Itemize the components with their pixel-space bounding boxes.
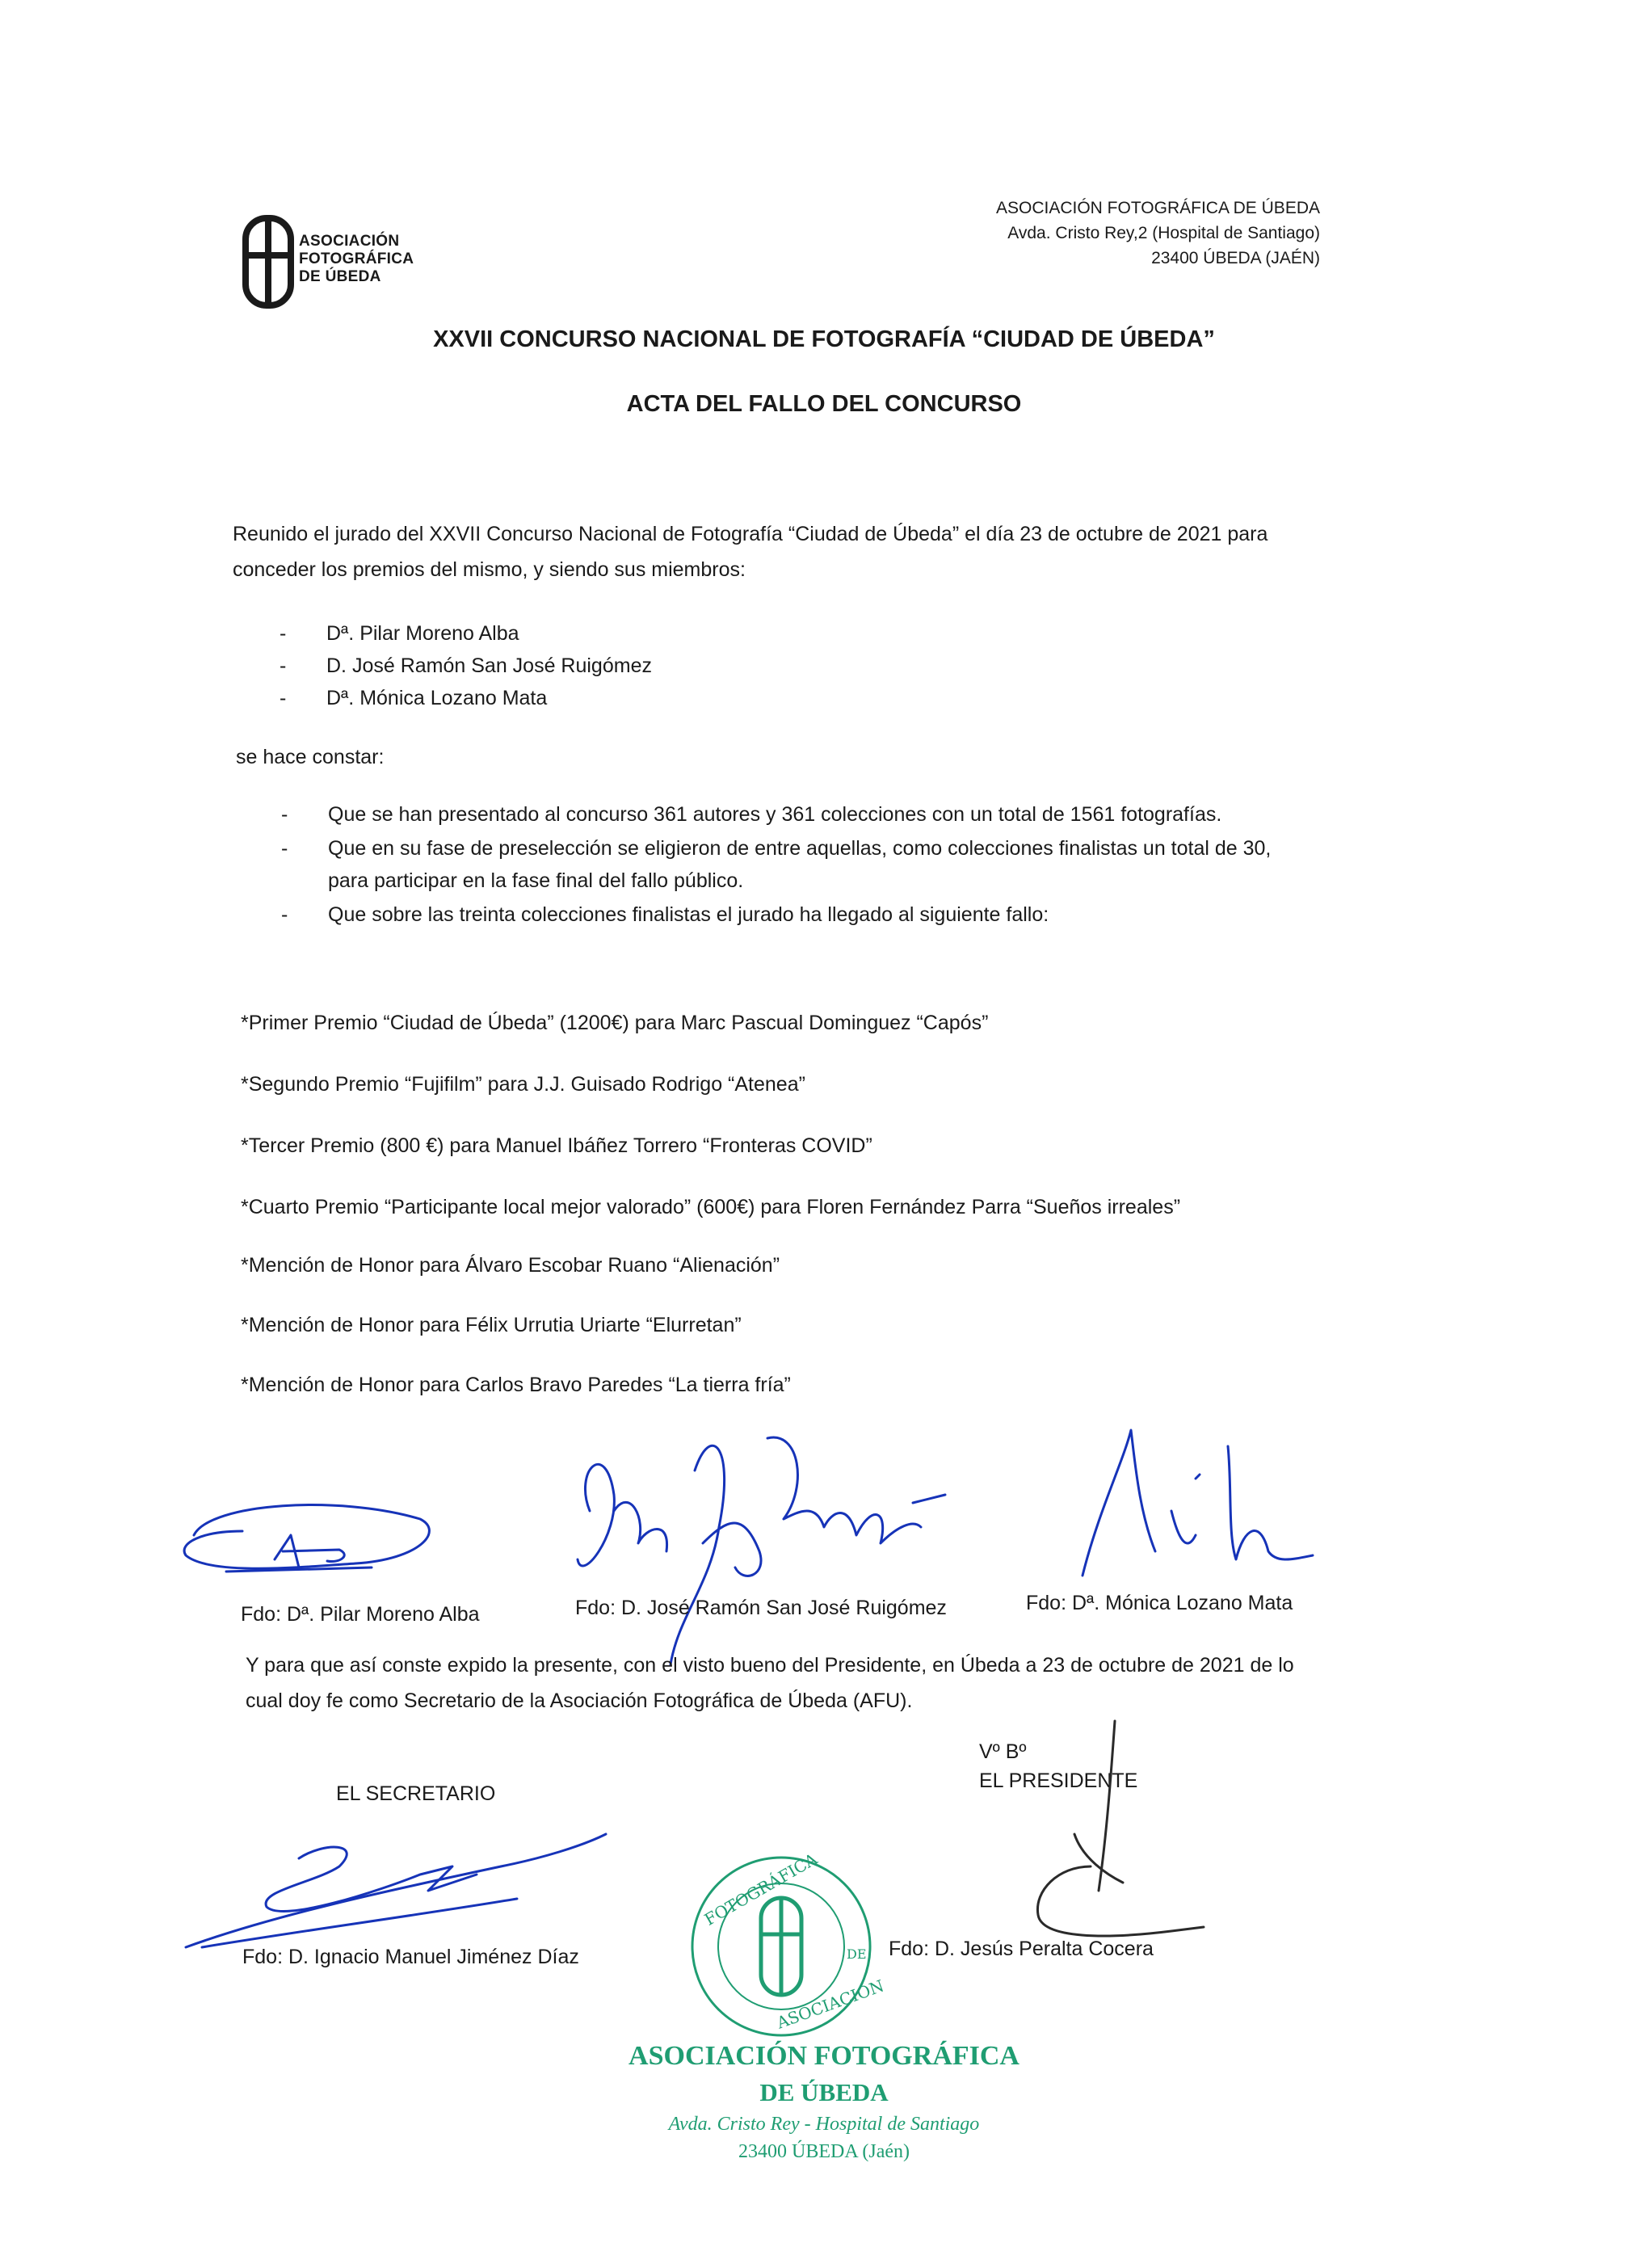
point-item: - Que se han presentado al concurso 361 autores y 361 colecciones con un total de 1561 fotografías. [281,803,1222,826]
signature-pilar-moreno [178,1487,444,1600]
president-label: EL PRESIDENTE [979,1769,1138,1792]
secretary-label: EL SECRETARIO [336,1782,496,1805]
association-logo-icon [242,215,294,309]
point-item: - Que en su fase de preselección se eligieron de entre aquellas, como colecciones finalistas un total de 30, [281,837,1272,860]
association-stamp-seal [688,1849,887,2039]
address-street: Avda. Cristo Rey,2 (Hospital de Santiago) [1007,224,1320,242]
document-subtitle: ACTA DEL FALLO DEL CONCURSO [626,391,1022,417]
closing-line-1: Y para que así conste expido la presente, con el visto bueno del Presidente, en Úbeda a 23 de octubre de 2021 de lo [246,1654,1294,1677]
document-title: XXVII CONCURSO NACIONAL DE FOTOGRAFÍA “CIUDAD DE ÚBEDA” [433,326,1215,352]
logo-line-1: ASOCIACIÓN [299,233,400,250]
constar-text: se hace constar: [236,746,385,768]
signature-label-pilar: Fdo: Dª. Pilar Moreno Alba [241,1603,480,1626]
prize-item: *Mención de Honor para Félix Urrutia Uriarte “Elurretan” [241,1314,742,1336]
stamp-ring-side: DE [847,1946,867,1962]
stamp-line-3: Avda. Cristo Rey - Hospital de Santiago [668,2114,980,2135]
logo-text [299,233,414,286]
prize-item: *Tercer Premio (800 €) para Manuel Ibáñez Torrero “Fronteras COVID” [241,1134,872,1157]
stamp-line-2: DE ÚBEDA [759,2078,889,2106]
address-block [996,196,1320,271]
prize-item: *Cuarto Premio “Participante local mejor valorado” (600€) para Floren Fernández Parra “Sueños irreales” [241,1196,1181,1218]
point-text: Que se han presentado al concurso 361 autores y 361 colecciones con un total de 1561 fotografías. [328,803,1222,826]
signature-label-jose: Fdo: D. José Ramón San José Ruigómez [575,1597,947,1619]
jury-item: - D. José Ramón San José Ruigómez [280,654,652,677]
signature-president [1010,1713,1220,1947]
logo-line-3: DE ÚBEDA [299,268,381,285]
jury-item: - Dª. Pilar Moreno Alba [280,622,519,645]
stamp-ring-top: FOTOGRÁFICA [700,1849,821,1929]
jury-item: - Dª. Mónica Lozano Mata [280,687,548,709]
prize-item: *Mención de Honor para Carlos Bravo Paredes “La tierra fría” [241,1374,791,1396]
signature-label-monica: Fdo: Dª. Mónica Lozano Mata [1026,1592,1293,1614]
point-item: - Que sobre las treinta colecciones finalistas el jurado ha llegado al siguiente fallo: [281,903,1049,926]
jury-name: Dª. Pilar Moreno Alba [326,622,519,645]
signature-monica-lozano [1066,1414,1325,1592]
address-name: ASOCIACIÓN FOTOGRÁFICA DE ÚBEDA [995,199,1320,217]
stamp-ring-bottom: ASOCIACIÓN [774,1976,887,2033]
stamp-line-4: 23400 ÚBEDA (Jaén) [738,2141,910,2162]
vobo-label: Vº Bº [979,1740,1027,1763]
jury-name: Dª. Mónica Lozano Mata [326,687,548,709]
prize-item: *Primer Premio “Ciudad de Úbeda” (1200€) para Marc Pascual Dominguez “Capós” [241,1012,989,1034]
stamp-line-1: ASOCIACIÓN FOTOGRÁFICA [629,2041,1019,2071]
intro-line-2: conceder los premios del mismo, y siendo sus miembros: [233,558,746,581]
president-signature-label: Fdo: D. Jesús Peralta Cocera [889,1938,1154,1960]
logo-line-2: FOTOGRÁFICA [299,250,414,267]
signature-jose-ramon [557,1422,961,1664]
signature-secretary [178,1826,614,1963]
closing-line-2: cual doy fe como Secretario de la Asociación Fotográfica de Úbeda (AFU). [246,1689,913,1712]
point-text: Que sobre las treinta colecciones finalistas el jurado ha llegado al siguiente fallo: [328,903,1049,926]
prize-item: *Segundo Premio “Fujifilm” para J.J. Guisado Rodrigo “Atenea” [241,1073,805,1096]
intro-line-1: Reunido el jurado del XXVII Concurso Nacional de Fotografía “Ciudad de Úbeda” el día 23 de octubre de 2021 para [233,523,1268,545]
point-continuation: para participar en la fase final del fallo público. [328,869,744,892]
secretary-signature-label: Fdo: D. Ignacio Manuel Jiménez Díaz [242,1946,579,1968]
address-city: 23400 ÚBEDA (JAÉN) [1151,249,1320,267]
jury-name: D. José Ramón San José Ruigómez [326,654,652,677]
point-text: Que en su fase de preselección se eligieron de entre aquellas, como colecciones finalistas un total de 30, [328,837,1272,860]
prize-item: *Mención de Honor para Álvaro Escobar Ruano “Alienación” [241,1254,780,1277]
